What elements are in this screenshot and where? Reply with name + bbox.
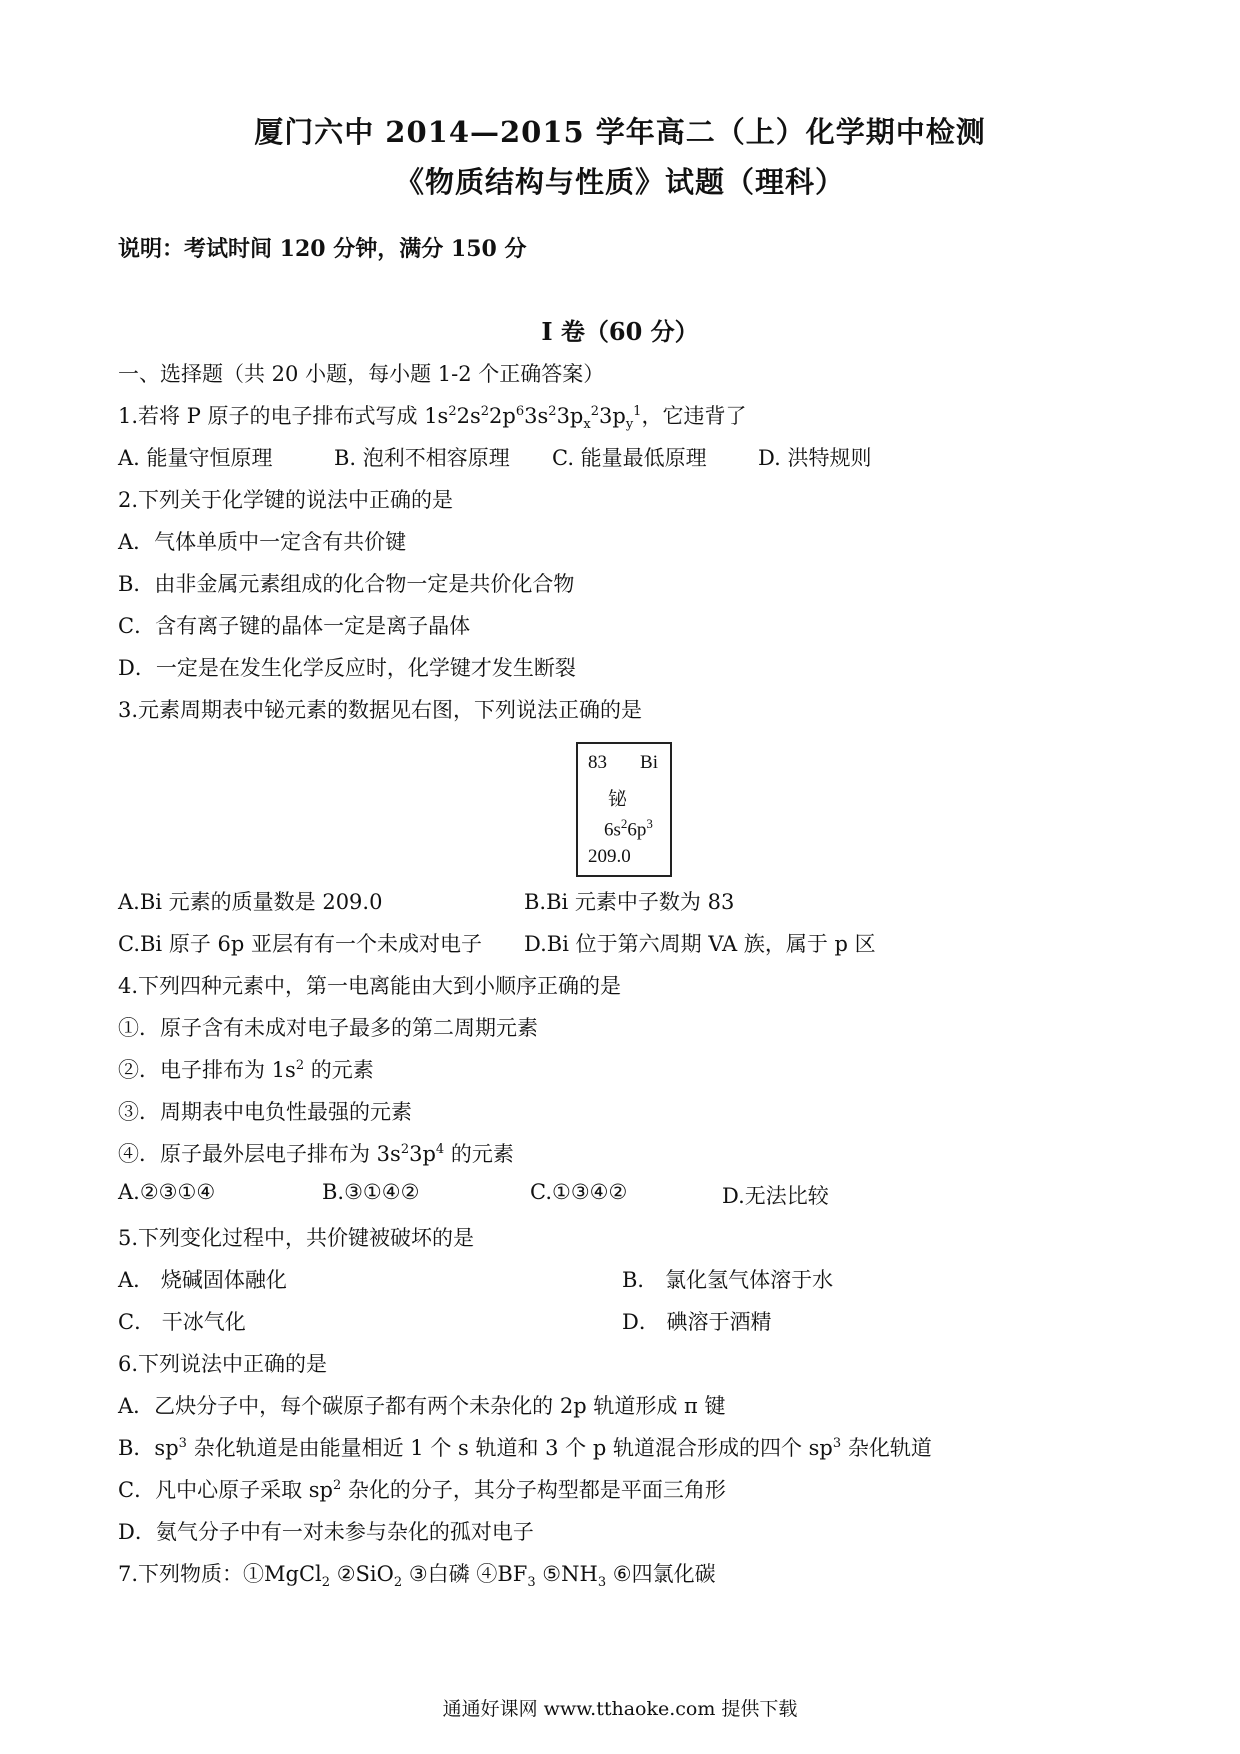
q4-option-a: A.②③①④ — [118, 1180, 216, 1204]
q6-option-b: B．$sp^3$ 杂化轨道是由能量相近 1 个 s 轨道和 3 个 p 轨道混合形成的四个 $sp^3$ 杂化轨道 — [118, 1436, 932, 1460]
q3-option-a: A.Bi 元素的质量数是 209.0 — [118, 890, 383, 914]
element-symbol: Bi — [640, 752, 658, 773]
element-name: 铋 — [608, 789, 628, 810]
exam-title: 厦门六中 2014—2015 学年高二（上）化学期中检测 — [254, 115, 986, 149]
section-instructions: 一、选择题（共 20 小题，每小题 1-2 个正确答案） — [118, 362, 605, 386]
element-mass: 209.0 — [588, 846, 631, 867]
q1-option-c: C. 能量最低原理 — [552, 446, 707, 470]
q1-option-a: A. 能量守恒原理 — [118, 446, 273, 470]
q1-option-b: B. 泡利不相容原理 — [334, 446, 510, 470]
q7-stem: 7.下列物质：①MgCl$_2$ ②SiO$_2$ ③白磷 $④BF_3$ $⑤NH_3$ ⑥四氯化碳 — [118, 1562, 716, 1591]
q4-option-c: C.①③④② — [530, 1180, 628, 1204]
q1-stem: 1.若将 P 原子的电子排布式写成 $1s^22s^22p^63s^23p_x^23p_y^1$，它违背了 — [118, 404, 747, 433]
q5-option-a: A． 烧碱固体融化 — [118, 1268, 287, 1292]
q4-item-4: ④．原子最外层电子排布为 $3s^23p^4$ 的元素 — [118, 1142, 514, 1166]
q3-option-d: D.Bi 位于第六周期 VA 族，属于 p 区 — [524, 932, 876, 956]
q2-option-c: C．含有离子键的晶体一定是离子晶体 — [118, 614, 471, 638]
q5-stem: 5.下列变化过程中，共价键被破坏的是 — [118, 1226, 475, 1250]
element-number: 83 — [588, 752, 607, 773]
element-config: $6s^26p^3$ — [604, 816, 653, 841]
q4-item-1: ①．原子含有未成对电子最多的第二周期元素 — [118, 1016, 538, 1040]
q5-option-d: D． 碘溶于酒精 — [622, 1310, 772, 1334]
q4-option-d: D.无法比较 — [722, 1184, 829, 1208]
q2-stem: 2.下列关于化学键的说法中正确的是 — [118, 488, 454, 512]
q6-option-c: C．凡中心原子采取 $sp^2$ 杂化的分子，其分子构型都是平面三角形 — [118, 1478, 726, 1502]
q4-stem: 4.下列四种元素中，第一电离能由大到小顺序正确的是 — [118, 974, 622, 998]
q4-item-3: ③．周期表中电负性最强的元素 — [118, 1100, 412, 1124]
q3-option-b: B.Bi 元素中子数为 83 — [524, 890, 735, 914]
q3-stem: 3.元素周期表中铋元素的数据见右图，下列说法正确的是 — [118, 698, 643, 722]
q5-option-b: B． 氯化氢气体溶于水 — [622, 1268, 834, 1292]
q6-stem: 6.下列说法中正确的是 — [118, 1352, 328, 1376]
exam-note: 说明：考试时间 120 分钟，满分 150 分 — [118, 236, 527, 262]
page-footer: 通通好课网 www.tthaoke.com 提供下载 — [442, 1698, 798, 1720]
q4-option-b: B.③①④② — [322, 1180, 420, 1204]
q6-option-a: A．乙炔分子中，每个碳原子都有两个未杂化的 2p 轨道形成 π 键 — [118, 1394, 726, 1418]
section-heading: Ⅰ 卷（60 分） — [541, 317, 699, 346]
q3-option-c: C.Bi 原子 6p 亚层有有一个未成对电子 — [118, 932, 482, 956]
q6-option-d: D．氨气分子中有一对未参与杂化的孤对电子 — [118, 1520, 534, 1544]
q2-option-d: D．一定是在发生化学反应时，化学键才发生断裂 — [118, 656, 576, 680]
q5-option-c: C． 干冰气化 — [118, 1310, 246, 1334]
exam-subtitle: 《物质结构与性质》试题（理科） — [394, 165, 845, 199]
element-card-bismuth — [576, 742, 672, 877]
q2-option-b: B．由非金属元素组成的化合物一定是共价化合物 — [118, 572, 575, 596]
q4-item-2: ②．电子排布为 $1s^2$ 的元素 — [118, 1058, 374, 1082]
q2-option-a: A．气体单质中一定含有共价键 — [118, 530, 407, 554]
q1-option-d: D. 洪特规则 — [758, 446, 872, 470]
